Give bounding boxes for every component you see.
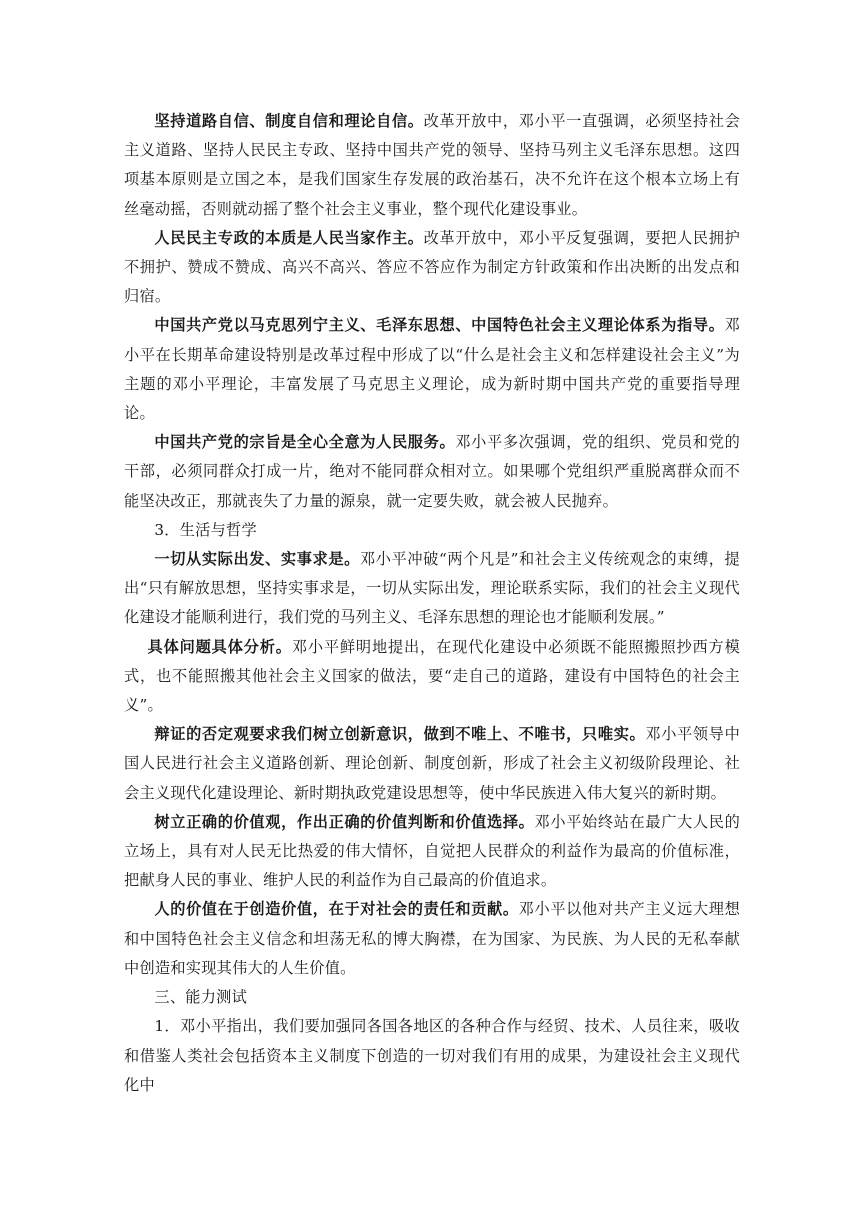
paragraph-text: 改革开放中，邓小平反复强调，要把人民拥护不拥护、赞成不赞成、高兴不高兴、答应不答应作为制定方针政策和作出决断的出发点和归宿。 xyxy=(124,228,741,306)
paragraph-text: 1．邓小平指出，我们要加强同各国各地区的各种合作与经贸、技术、人员往来，吸收和借鉴人类社会包括资本主义制度下创造的一切对我们有用的成果，为建设社会主义现代化中 xyxy=(124,1017,740,1094)
paragraph-text: 邓小平以他对共产主义远大理想和中国特色社会主义信念和坦荡无私的博大胸襟，在为国家、为民族、为人民的无私奉献中创造和实现其伟大的人生价值。 xyxy=(124,900,741,977)
paragraph-text: 改革开放中，邓小平一直强调，必须坚持社会主义道路、坚持人民民主专政、坚持中国共产党的领导、坚持马列主义毛泽东思想。这四项基本原则是立国之本，是我们国家生存发展的政治基石，决不允许在这个根本立场上有丝毫动摇，否则就动摇了整个社会主义事业，整个现代化建设事业。 xyxy=(124,112,741,218)
paragraph-5 xyxy=(124,545,740,633)
paragraph-heading: 辩证的否定观要求我们树立创新意识，做到不唯上、不唯书，只唯实。 xyxy=(154,725,646,744)
paragraph-3 xyxy=(124,311,740,428)
paragraph-text: 邓小平在长期革命建设特别是改革过程中形成了以“什么是社会主义和怎样建设社会主义”为主题的邓小平理论，丰富发展了马克思主义理论，成为新时期中国共产党的重要指导理论。 xyxy=(124,316,740,423)
paragraph-9 xyxy=(124,895,740,983)
section-heading-ability-test xyxy=(124,983,740,1012)
paragraph-6 xyxy=(124,633,740,721)
paragraph-heading: 中国共产党以马克思列宁主义、毛泽东思想、中国特色社会主义理论体系为指导。 xyxy=(154,316,725,335)
paragraph-heading: 人民民主专政的本质是人民当家作主。 xyxy=(154,228,424,247)
section-heading-life-philosophy xyxy=(124,516,740,545)
paragraph-heading: 坚持道路自信、制度自信和理论自信。 xyxy=(154,112,424,130)
paragraph-heading: 具体问题具体分析。 xyxy=(147,637,292,656)
question-1 xyxy=(124,1012,740,1100)
paragraph-text: 邓小平始终站在最广大人民的立场上，具有对人民无比热爱的伟大情怀，自觉把人民群众的利益作为最高的价值标准，把献身人民的事业、维护人民的利益作为自己最高的价值追求。 xyxy=(124,812,741,890)
paragraph-heading: 树立正确的价值观，作出正确的价值判断和价值选择。 xyxy=(154,812,535,831)
paragraph-text: 邓小平鲜明地提出，在现代化建设中必须既不能照搬照抄西方模式，也不能照搬其他社会主义国家的做法，要“走自己的道路，建设有中国特色的社会主义”。 xyxy=(124,637,741,715)
paragraph-heading: 人的价值在于创造价值，在于对社会的责任和贡献。 xyxy=(154,900,519,919)
paragraph-heading: 中国共产党的宗旨是全心全意为人民服务。 xyxy=(154,433,456,452)
paragraph-text: 3．生活与哲学 xyxy=(154,520,257,539)
paragraph-heading: 一切从实际出发、实事求是。 xyxy=(154,550,360,569)
paragraph-text: 邓小平多次强调，党的组织、党员和党的干部，必须同群众打成一片，绝对不能同群众相对立。如果哪个党组织严重脱离群众而不能坚决改正，那就丧失了力量的源泉，就一定要失败，就会被人民抛弃。 xyxy=(124,433,741,510)
paragraph-text: 三、能力测试 xyxy=(154,988,248,1007)
paragraph-text: 邓小平冲破“两个凡是”和社会主义传统观念的束缚，提出“只有解放思想，坚持实事求是，一切从实际出发，理论联系实际，我们的社会主义现代化建设才能顺利进行，我们党的马列主义、毛泽东思想的理论也才能顺利发展。” xyxy=(124,550,740,627)
paragraph-8 xyxy=(124,808,740,896)
paragraph-7 xyxy=(124,720,740,808)
paragraph-2 xyxy=(124,224,740,312)
paragraph-4 xyxy=(124,428,740,516)
paragraph-1 xyxy=(124,107,740,224)
paragraph-text: 邓小平领导中国人民进行社会主义道路创新、理论创新、制度创新，形成了社会主义初级阶段理论、社会主义现代化建设理论、新时期执政党建设思想等，使中华民族进入伟大复兴的新时期。 xyxy=(124,725,741,802)
